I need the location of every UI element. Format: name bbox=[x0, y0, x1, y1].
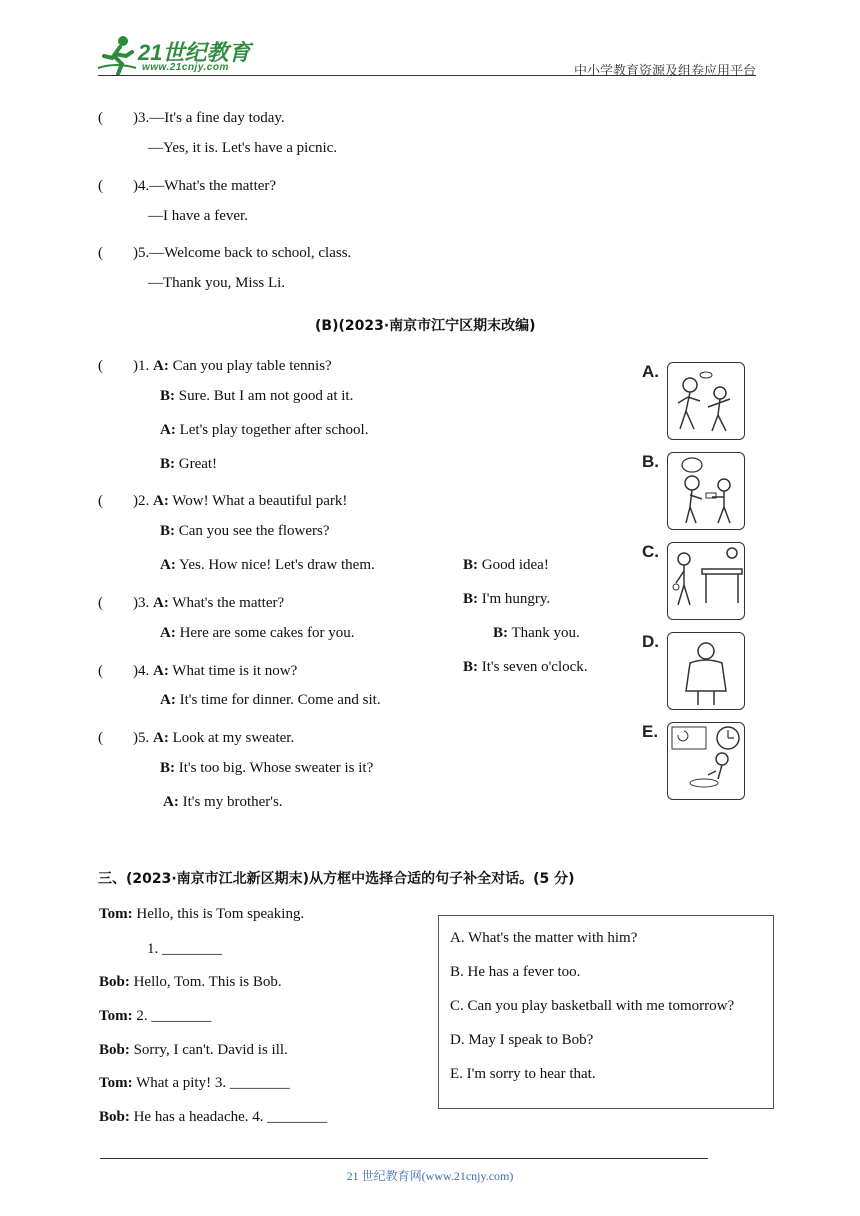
picture-label-e: E. bbox=[642, 722, 659, 741]
picture-label-c: C. bbox=[642, 542, 659, 561]
part-a-q3: ( )3.—It's a fine day today. bbox=[98, 110, 285, 126]
part-b-line: A: Yes. How nice! Let's draw them. bbox=[160, 557, 375, 573]
picture-e-dinner-clock bbox=[667, 722, 745, 800]
dialog-line: Bob: He has a headache. 4. ________ bbox=[99, 1109, 328, 1125]
dialog-line: Bob: Hello, Tom. This is Bob. bbox=[99, 974, 282, 990]
dialog-line: Tom: Hello, this is Tom speaking. bbox=[99, 906, 305, 922]
part-a-a4: —I have a fever. bbox=[148, 208, 248, 224]
part-b-line: A: Let's play together after school. bbox=[160, 422, 369, 438]
option-a: A. What's the matter with him? bbox=[450, 930, 638, 946]
part-b-line: ( )2. A: Wow! What a beautiful park! bbox=[98, 493, 348, 509]
kids-playing-illustration bbox=[668, 363, 744, 439]
kids-with-cakes-illustration bbox=[668, 453, 744, 529]
part-b-line-right: B: Good idea! bbox=[463, 557, 549, 573]
part-a-a5: —Thank you, Miss Li. bbox=[148, 275, 286, 291]
footer-link[interactable]: 21 世纪教育网(www.21cnjy.com) bbox=[346, 1169, 514, 1183]
logo-text: 21世纪教育 bbox=[138, 40, 251, 65]
picture-label-d: D. bbox=[642, 632, 659, 651]
part-b-line: B: Sure. But I am not good at it. bbox=[160, 388, 354, 404]
header-divider bbox=[98, 75, 756, 76]
table-tennis-illustration bbox=[668, 543, 744, 619]
logo-url: www.21cnjy.com bbox=[142, 62, 229, 73]
part-b-line: B: Can you see the flowers? bbox=[160, 523, 330, 539]
picture-c-table-tennis bbox=[667, 542, 745, 620]
picture-label-b: B. bbox=[642, 452, 659, 471]
runner-logo-icon bbox=[96, 34, 140, 76]
part-a-q4: ( )4.—What's the matter? bbox=[98, 178, 277, 194]
part-b-line: A: It's time for dinner. Come and sit. bbox=[160, 692, 381, 708]
picture-a-kids-playing bbox=[667, 362, 745, 440]
part-b-line-right: B: I'm hungry. bbox=[463, 591, 551, 607]
part-b-line-right: B: It's seven o'clock. bbox=[463, 659, 588, 675]
part-b-title: (B)(2023·南京市江宁区期末改编) bbox=[315, 318, 536, 334]
part-b-line: ( )5. A: Look at my sweater. bbox=[98, 730, 295, 746]
dialog-line: Bob: Sorry, I can't. David is ill. bbox=[99, 1042, 288, 1058]
picture-label-a: A. bbox=[642, 362, 659, 381]
dialog-blank: 1. ________ bbox=[147, 941, 222, 957]
site-logo bbox=[96, 34, 266, 76]
boy-in-sweater-illustration bbox=[668, 633, 744, 709]
option-d: D. May I speak to Bob? bbox=[450, 1032, 594, 1048]
dinner-time-illustration bbox=[668, 723, 744, 799]
option-e: E. I'm sorry to hear that. bbox=[450, 1066, 596, 1082]
option-c: C. Can you play basketball with me tomorrow? bbox=[450, 998, 735, 1014]
part-b-line: A: Here are some cakes for you. bbox=[160, 625, 355, 641]
part-a-a3: —Yes, it is. Let's have a picnic. bbox=[148, 140, 338, 156]
part-b-line: ( )3. A: What's the matter? bbox=[98, 595, 285, 611]
part-b-line: A: It's my brother's. bbox=[163, 794, 283, 810]
part-a-q5: ( )5.—Welcome back to school, class. bbox=[98, 245, 352, 261]
options-box bbox=[438, 915, 774, 1109]
dialog-line: Tom: What a pity! 3. ________ bbox=[99, 1075, 290, 1091]
picture-d-sweater bbox=[667, 632, 745, 710]
picture-b-cakes bbox=[667, 452, 745, 530]
footer-divider bbox=[100, 1158, 708, 1159]
platform-title: 中小学教育资源及组卷应用平台 bbox=[574, 64, 757, 79]
part-b-line-right: B: Thank you. bbox=[493, 625, 580, 641]
option-b: B. He has a fever too. bbox=[450, 964, 581, 980]
part-b-line: B: It's too big. Whose sweater is it? bbox=[160, 760, 374, 776]
part-b-line: B: Great! bbox=[160, 456, 218, 472]
part-b-line: ( )4. A: What time is it now? bbox=[98, 663, 298, 679]
part-3-title: 三、(2023·南京市江北新区期末)从方框中选择合适的句子补全对话。(5 分) bbox=[98, 871, 575, 887]
part-b-line: ( )1. A: Can you play table tennis? bbox=[98, 358, 332, 374]
dialog-line: Tom: 2. ________ bbox=[99, 1008, 212, 1024]
